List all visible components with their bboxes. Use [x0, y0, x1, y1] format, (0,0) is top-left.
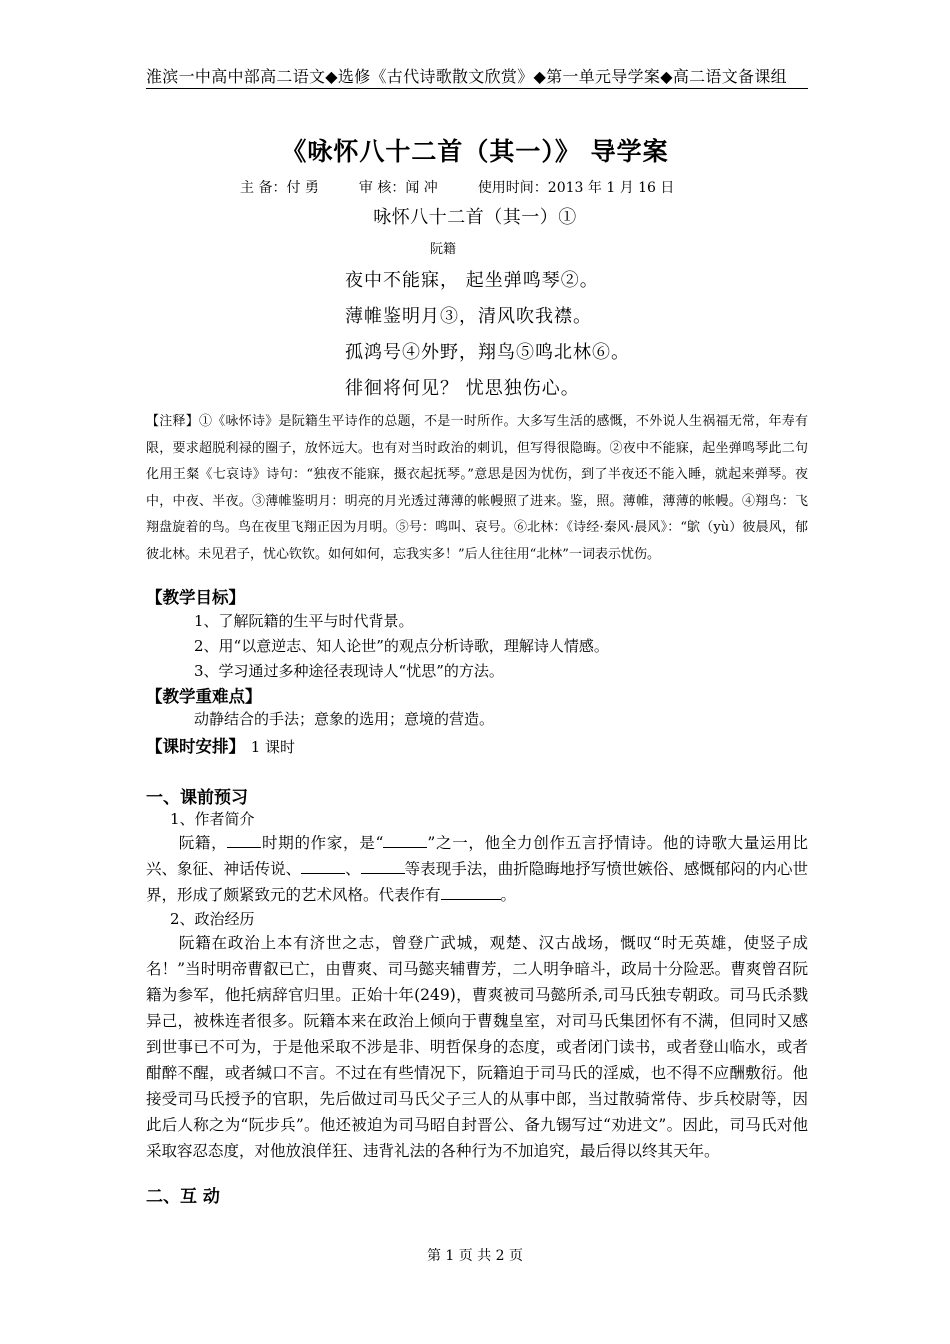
usage-date: 使用时间：2013 年 1 月 16 日	[477, 180, 675, 196]
key-points-text: 动静结合的手法；意象的选用；意境的营造。	[194, 710, 495, 728]
poem-author: 阮籍	[430, 242, 457, 257]
annotation-notes: 【注释】①《咏怀诗》是阮籍生平诗作的总题，不是一时所作。大多写生活的感慨，不外说人生祸福无常，年寿有限，要求超脱利禄的圈子，放怀远大。也有对当时政治的刺讥，但写得很隐晦。②夜中不能寐，起坐弹鸣琴此二句化用王粲《七哀诗》诗句：“独夜不能寐，摄衣起抚琴。”意思是因为忧伤，到了半夜还不能入睡，就起来弹琴。夜中，中夜、半夜。③薄帷鉴明月：明亮的月光透过薄薄的帐幔照了进来。鉴，照。薄帷，薄薄的帐幔。④翔鸟：飞翔盘旋着的鸟。鸟在夜里飞翔正因为月明。⑤号：鸣叫、哀号。⑥北林：《诗经·秦风·晨风》：“鴥（yù）彼晨风，郁彼北林。未见君子，忧心钦钦。如何如何，忘我实多！”后人往往用“北林”一词表示忧伤。	[146, 414, 808, 562]
goal-item: 2、用“以意逆志、知人论世”的观点分析诗歌，理解诗人情感。	[194, 637, 609, 655]
schedule-value: 1 课时	[250, 738, 296, 756]
page-footer: 第 1 页 共 2 页	[426, 1248, 524, 1264]
document-title: 《咏怀八十二首（其一）》 导学案	[281, 137, 669, 166]
header-divider	[146, 88, 808, 89]
page-header: 淮滨一中高中部高二语文◆选修《古代诗歌散文欣赏》◆第一单元导学案◆高二语文备课组	[146, 67, 787, 86]
fill-blank-technique-2[interactable]	[361, 859, 405, 874]
interaction-heading: 二、互 动	[146, 1187, 220, 1207]
schedule-label: 【课时安排】	[146, 737, 245, 756]
fill-blank-era[interactable]	[227, 833, 261, 848]
schedule-heading	[146, 733, 295, 757]
editor: 主 备：付 勇	[240, 180, 319, 196]
key-points-heading: 【教学重难点】	[146, 687, 262, 706]
poem-title: 咏怀八十二首（其一）①	[373, 207, 577, 228]
fill-blank-works[interactable]	[441, 885, 501, 900]
poem-line: 夜中不能寐， 起坐弹鸣琴②。	[345, 270, 599, 291]
preview-heading: 一、课前预习	[146, 788, 248, 808]
teaching-goals-heading: 【教学目标】	[146, 588, 245, 607]
politics-heading: 2、政治经历	[170, 910, 255, 928]
author-intro-paragraph: 阮籍， 时期的作家，是“ ”之一，他全力创作五言抒情诗。他的诗歌大量运用比兴、象征、神话传说、 、 等表现手法，曲折隐晦地抒写愤世嫉俗、感慨郁闷的内心世界，形成了颇紧致元的艺术风格。代表作有 。	[146, 834, 808, 904]
author-intro-heading: 1、作者简介	[170, 810, 255, 828]
goal-item: 1、了解阮籍的生平与时代背景。	[194, 612, 414, 630]
poem-line: 薄帷鉴明月③，清风吹我襟。	[345, 306, 592, 327]
politics-paragraph: 阮籍在政治上本有济世之志，曾登广武城，观楚、汉古战场，慨叹“时无英雄，使竖子成名！”当时明帝曹叡已亡，由曹爽、司马懿夹辅曹芳，二人明争暗斗，政局十分险恶。曹爽曾召阮籍为参军，他托病辞官归里。正始十年(249)，曹爽被司马懿所杀,司马氏独专朝政。司马氏杀戮异己，被株连者很多。阮籍本来在政治上倾向于曹魏皇室，对司马氏集团怀有不满，但同时又感到世事已不可为，于是他采取不涉是非、明哲保身的态度，或者闭门读书，或者登山临水，或者酣醉不醒，或者缄口不言。不过在有些情况下，阮籍迫于司马氏的淫威，也不得不应酬敷衍。他接受司马氏授予的官职，先后做过司马氏父子三人的从事中郎，当过散骑常侍、步兵校尉等，因此后人称之为“阮步兵”。他还被迫为司马昭自封晋公、备九锡写过“劝进文”。因此，司马氏对他采取容忍态度，对他放浪佯狂、违背礼法的各种行为不加追究，最后得以终其天年。	[146, 934, 808, 1160]
reviewer: 审 核：闻 冲	[358, 180, 438, 196]
poem-line: 徘徊将何见？ 忧思独伤心。	[345, 378, 580, 399]
fill-blank-group[interactable]	[383, 833, 427, 848]
fill-blank-technique-1[interactable]	[301, 859, 345, 874]
meta-info	[240, 177, 674, 197]
goal-item: 3、学习通过多种途径表现诗人“忧思”的方法。	[194, 662, 504, 680]
poem-line: 孤鸿号④外野，翔鸟⑤鸣北林⑥。	[345, 342, 630, 363]
